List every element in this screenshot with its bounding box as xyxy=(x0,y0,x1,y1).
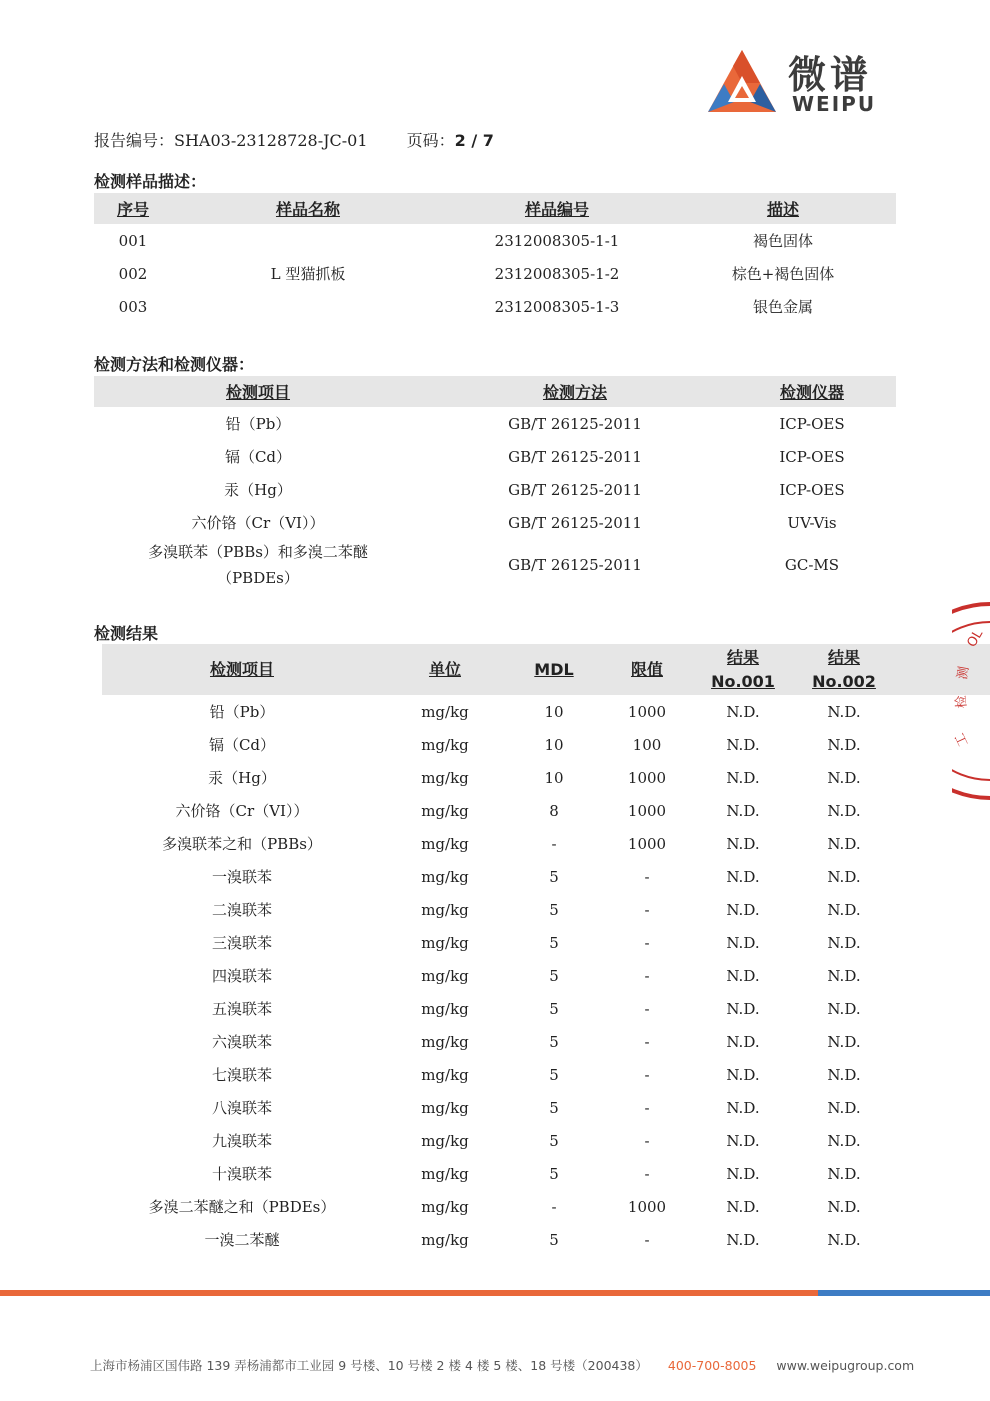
cell-test-item: 八溴联苯 xyxy=(211,1099,272,1117)
cell-unit: mg/kg xyxy=(421,966,469,985)
cell-limit: - xyxy=(644,1230,650,1249)
cell-unit: mg/kg xyxy=(421,1230,469,1249)
cell-test-item: 多溴二苯醚之和（PBDEs） xyxy=(148,1198,336,1216)
footer-bar-blue xyxy=(818,1290,990,1296)
table-row xyxy=(102,1124,990,1157)
cell-limit: - xyxy=(644,1098,650,1117)
cell-limit: - xyxy=(644,1065,650,1084)
cell-limit: 1000 xyxy=(627,834,667,853)
table-row xyxy=(94,440,896,473)
table-row xyxy=(102,1223,990,1256)
table-row xyxy=(102,827,990,860)
cell-unit: mg/kg xyxy=(421,1131,469,1150)
cell-mdl: 5 xyxy=(549,1164,559,1183)
col-header-test-method: 检测方法 xyxy=(422,376,728,407)
cell-result-002: N.D. xyxy=(827,1230,861,1249)
cell-limit: - xyxy=(644,966,650,985)
report-header xyxy=(94,128,494,151)
cell-filler xyxy=(896,1025,990,1058)
cell-limit: - xyxy=(644,1164,650,1183)
cell-test-item: 七溴联苯 xyxy=(211,1066,272,1084)
cell-limit: - xyxy=(644,999,650,1018)
results-table xyxy=(102,644,990,1256)
svg-text:检: 检 xyxy=(953,694,970,709)
cell-test-item: 一溴二苯醚 xyxy=(204,1231,280,1249)
cell-mdl: 5 xyxy=(549,1131,559,1150)
cell-sample-id: 2312008305-1-2 xyxy=(494,264,620,283)
cell-filler xyxy=(896,992,990,1025)
cell-result-001: N.D. xyxy=(726,1032,760,1051)
table-row xyxy=(94,506,896,539)
cell-result-001: N.D. xyxy=(726,702,760,721)
cell-result-001: N.D. xyxy=(726,867,760,886)
cell-limit: 1000 xyxy=(627,801,667,820)
cell-seq: 003 xyxy=(118,297,148,316)
cell-result-002: N.D. xyxy=(827,999,861,1018)
cell-result-001: N.D. xyxy=(726,801,760,820)
cell-limit: 1000 xyxy=(627,1197,667,1216)
cell-limit: - xyxy=(644,1131,650,1150)
sample-number: No.002 xyxy=(812,671,876,691)
cell-result-002: N.D. xyxy=(827,867,861,886)
cell-description: 银色金属 xyxy=(752,298,813,316)
col-header-sample-id: 样品编号 xyxy=(444,193,670,224)
footer xyxy=(90,1356,914,1374)
methods-table xyxy=(94,376,896,591)
col-header-seq: 序号 xyxy=(94,193,172,224)
cell-result-001: N.D. xyxy=(726,999,760,1018)
cell-test-item: 三溴联苯 xyxy=(211,934,272,952)
logo-chinese-name: 微谱 xyxy=(788,53,873,97)
cell-unit: mg/kg xyxy=(421,768,469,787)
cell-filler xyxy=(896,1091,990,1124)
cell-test-item: 六价铬（Cr（VI）） xyxy=(191,514,325,532)
cell-test-item: 二溴联苯 xyxy=(211,901,272,919)
cell-result-002: N.D. xyxy=(827,801,861,820)
cell-result-002: N.D. xyxy=(827,1032,861,1051)
cell-test-item: 十溴联苯 xyxy=(211,1165,272,1183)
svg-text:测: 测 xyxy=(955,665,973,681)
cell-filler xyxy=(896,1124,990,1157)
cell-unit: mg/kg xyxy=(421,867,469,886)
cell-result-002: N.D. xyxy=(827,1164,861,1183)
cell-filler xyxy=(896,860,990,893)
cell-mdl: 10 xyxy=(544,768,564,787)
cell-filler xyxy=(896,1223,990,1256)
cell-test-item: 一溴联苯 xyxy=(211,868,272,886)
result-label: 结果 xyxy=(827,647,860,667)
cell-result-001: N.D. xyxy=(726,900,760,919)
table-row xyxy=(94,407,896,440)
cell-test-item: 四溴联苯 xyxy=(211,967,272,985)
table-row xyxy=(102,1058,990,1091)
table-row xyxy=(102,959,990,992)
footer-website: www.weipugroup.com xyxy=(776,1358,915,1373)
table-row xyxy=(102,926,990,959)
table-row xyxy=(102,1025,990,1058)
company-logo xyxy=(704,44,894,124)
cell-test-item: 五溴联苯 xyxy=(211,1000,272,1018)
cell-mdl: 5 xyxy=(549,1032,559,1051)
col-header-unit: 单位 xyxy=(382,644,508,695)
methods-section-title: 检测方法和检测仪器： xyxy=(94,355,255,374)
cell-limit: 100 xyxy=(632,735,662,754)
cell-result-001: N.D. xyxy=(726,768,760,787)
col-header-result-001 xyxy=(694,644,792,695)
cell-test-item: 六溴联苯 xyxy=(211,1033,272,1051)
cell-filler xyxy=(896,1190,990,1223)
cell-limit: - xyxy=(644,867,650,886)
cell-filler xyxy=(896,959,990,992)
cell-unit: mg/kg xyxy=(421,735,469,754)
col-header-description: 描述 xyxy=(670,193,896,224)
samples-header-row xyxy=(94,193,896,224)
cell-limit: 1000 xyxy=(627,768,667,787)
cell-result-002: N.D. xyxy=(827,1131,861,1150)
table-row xyxy=(94,473,896,506)
cell-test-item: 六价铬（Cr（VI）） xyxy=(175,802,309,820)
cell-result-002: N.D. xyxy=(827,735,861,754)
weipu-logo-icon xyxy=(704,46,780,120)
table-row xyxy=(102,992,990,1025)
cell-mdl: 5 xyxy=(549,966,559,985)
cell-sample-id: 2312008305-1-3 xyxy=(494,297,620,316)
logo-english-name: WEIPU xyxy=(792,92,877,116)
methods-header-row xyxy=(94,376,896,407)
cell-test-item: 镉（Cd） xyxy=(224,448,292,466)
cell-mdl: 5 xyxy=(549,1098,559,1117)
cell-mdl: 10 xyxy=(544,735,564,754)
cell-mdl: 5 xyxy=(549,900,559,919)
cell-result-002: N.D. xyxy=(827,768,861,787)
cell-filler xyxy=(896,926,990,959)
cell-mdl: 5 xyxy=(549,867,559,886)
cell-limit: - xyxy=(644,1032,650,1051)
cell-mdl: 5 xyxy=(549,1230,559,1249)
cell-sample-name: L 型猫抓板 xyxy=(270,265,346,283)
cell-unit: mg/kg xyxy=(421,933,469,952)
cell-description: 棕色+褐色固体 xyxy=(731,265,835,283)
col-header-result-002 xyxy=(792,644,896,695)
cell-test-method: GB/T 26125-2011 xyxy=(508,556,642,574)
col-header-limit: 限值 xyxy=(600,644,694,695)
table-row xyxy=(102,1091,990,1124)
cell-test-item: 多溴联苯（PBBs）和多溴二苯醚（PBDEs） xyxy=(148,543,368,587)
cell-result-002: N.D. xyxy=(827,966,861,985)
cell-instrument: ICP-OES xyxy=(779,480,845,499)
table-row xyxy=(102,1190,990,1223)
cell-result-001: N.D. xyxy=(726,735,760,754)
cell-seq: 001 xyxy=(118,231,148,250)
cell-unit: mg/kg xyxy=(421,1065,469,1084)
cell-test-method: GB/T 26125-2011 xyxy=(508,414,642,433)
report-number-label: 报告编号： xyxy=(94,131,175,150)
footer-address: 上海市杨浦区国伟路 139 弄杨浦都市工业园 9 号楼、10 号楼 2 楼 4 楼 5 楼、18 号楼（200438） xyxy=(90,1358,648,1373)
table-row xyxy=(94,539,896,591)
cell-mdl: 10 xyxy=(544,702,564,721)
cell-mdl: 8 xyxy=(549,801,559,820)
svg-text:工: 工 xyxy=(952,730,972,749)
table-row xyxy=(102,728,990,761)
cell-result-002: N.D. xyxy=(827,1197,861,1216)
cell-result-002: N.D. xyxy=(827,1065,861,1084)
sample-number: No.001 xyxy=(711,671,775,691)
cell-instrument: GC-MS xyxy=(784,556,840,574)
footer-bar-orange xyxy=(0,1290,818,1296)
cell-filler xyxy=(896,827,990,860)
cell-unit: mg/kg xyxy=(421,834,469,853)
cell-unit: mg/kg xyxy=(421,1098,469,1117)
cell-result-002: N.D. xyxy=(827,900,861,919)
result-label: 结果 xyxy=(726,647,759,667)
cell-unit: mg/kg xyxy=(421,1197,469,1216)
cell-result-001: N.D. xyxy=(726,1230,760,1249)
cell-result-002: N.D. xyxy=(827,702,861,721)
page-label: 页码： xyxy=(406,131,455,150)
cell-unit: mg/kg xyxy=(421,1032,469,1051)
cell-instrument: UV-Vis xyxy=(787,513,837,532)
cell-mdl: 5 xyxy=(549,933,559,952)
cell-unit: mg/kg xyxy=(421,999,469,1018)
cell-test-item: 汞（Hg） xyxy=(208,769,276,787)
cell-mdl: 5 xyxy=(549,1065,559,1084)
samples-table xyxy=(94,193,896,323)
cell-result-002: N.D. xyxy=(827,834,861,853)
page-number: 2 / 7 xyxy=(454,131,494,150)
cell-instrument: ICP-OES xyxy=(779,414,845,433)
table-row xyxy=(102,761,990,794)
table-row xyxy=(102,893,990,926)
table-row xyxy=(102,860,990,893)
cell-limit: - xyxy=(644,900,650,919)
cell-test-method: GB/T 26125-2011 xyxy=(508,513,642,532)
cell-result-001: N.D. xyxy=(726,1065,760,1084)
cell-test-item: 多溴联苯之和（PBBs） xyxy=(162,835,322,853)
cell-result-001: N.D. xyxy=(726,834,760,853)
table-row xyxy=(102,794,990,827)
cell-filler xyxy=(896,1157,990,1190)
table-row xyxy=(102,1157,990,1190)
cell-result-001: N.D. xyxy=(726,1131,760,1150)
cell-test-item: 铅（Pb） xyxy=(209,703,275,721)
cell-test-method: GB/T 26125-2011 xyxy=(508,480,642,499)
col-header-test-item: 检测项目 xyxy=(102,644,382,695)
cell-result-001: N.D. xyxy=(726,966,760,985)
cell-limit: - xyxy=(644,933,650,952)
cell-result-001: N.D. xyxy=(726,933,760,952)
table-row xyxy=(94,224,896,257)
cell-unit: mg/kg xyxy=(421,702,469,721)
cell-mdl: 5 xyxy=(549,999,559,1018)
cell-mdl: - xyxy=(551,834,557,853)
cell-test-item: 汞（Hg） xyxy=(224,481,292,499)
cell-description: 褐色固体 xyxy=(752,232,813,250)
samples-section-title: 检测样品描述： xyxy=(94,172,207,191)
cell-result-001: N.D. xyxy=(726,1164,760,1183)
cell-sample-id: 2312008305-1-1 xyxy=(494,231,620,250)
cell-unit: mg/kg xyxy=(421,900,469,919)
cell-unit: mg/kg xyxy=(421,801,469,820)
cell-unit: mg/kg xyxy=(421,1164,469,1183)
cell-filler xyxy=(896,1058,990,1091)
col-header-sample-name: 样品名称 xyxy=(172,193,444,224)
table-row xyxy=(102,695,990,728)
cell-test-method: GB/T 26125-2011 xyxy=(508,447,642,466)
results-section-title: 检测结果 xyxy=(94,624,159,643)
cell-test-item: 镉（Cd） xyxy=(208,736,276,754)
cell-mdl: - xyxy=(551,1197,557,1216)
cell-instrument: ICP-OES xyxy=(779,447,845,466)
cell-result-002: N.D. xyxy=(827,933,861,952)
svg-text:ОL: ОL xyxy=(964,627,987,650)
cell-seq: 002 xyxy=(118,264,148,283)
col-header-test-item: 检测项目 xyxy=(94,376,422,407)
col-header-instrument: 检测仪器 xyxy=(728,376,896,407)
report-number: SHA03-23128728-JC-01 xyxy=(174,131,368,150)
cell-filler xyxy=(896,893,990,926)
results-header-row xyxy=(102,644,990,695)
cell-result-002: N.D. xyxy=(827,1098,861,1117)
cell-result-001: N.D. xyxy=(726,1098,760,1117)
cell-limit: 1000 xyxy=(627,702,667,721)
partial-seal-stamp xyxy=(952,596,990,806)
cell-result-001: N.D. xyxy=(726,1197,760,1216)
col-header-mdl: MDL xyxy=(508,644,600,695)
cell-test-item: 铅（Pb） xyxy=(225,415,291,433)
footer-phone: 400-700-8005 xyxy=(667,1358,757,1373)
cell-test-item: 九溴联苯 xyxy=(211,1132,272,1150)
